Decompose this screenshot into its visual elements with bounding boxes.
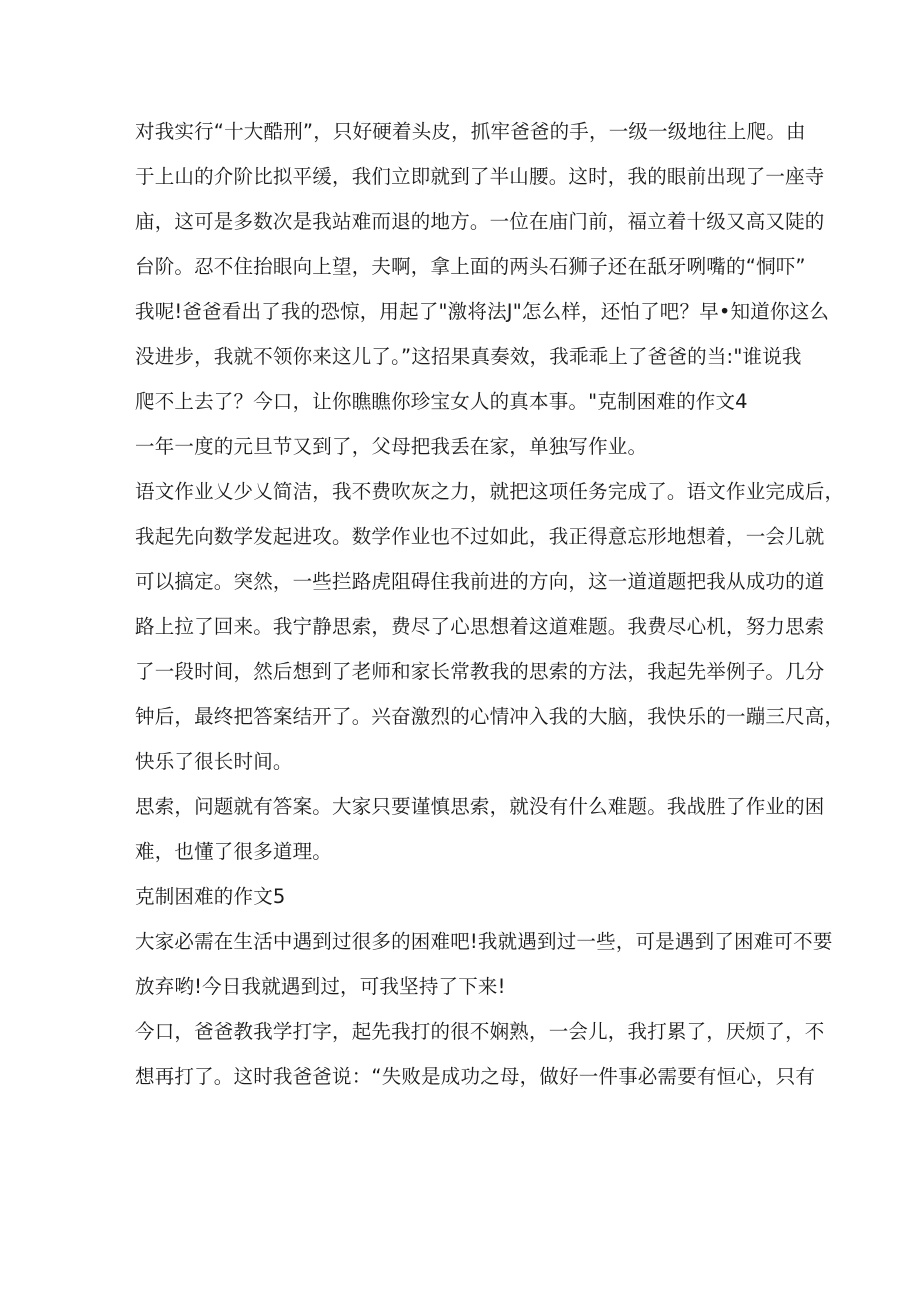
text-line: 难，也懂了很多道理。 [135, 840, 333, 863]
text-line: 放弃哟!今日我就遇到过，可我坚持了下来! [135, 975, 506, 998]
text-line: 我起先向数学发起进攻。数学作业也不过如此，我正得意忘形地想着，一会儿就 [135, 525, 825, 548]
text-line: 想再打了。这时我爸爸说：“失败是成功之母，做好一件事必需要有恒心，只有 [135, 1065, 816, 1088]
text-line: 对我实行“十大酷刑”，只好硬着头皮，抓牢爸爸的手，一级一级地往上爬。由 [135, 120, 806, 143]
text-line: 了一段时间，然后想到了老师和家长常教我的思索的方法，我起先举例子。几分 [135, 660, 825, 683]
text-line: 爬不上去了？今口，让你瞧瞧你珍宝女人的真本事。"克制困难的作文4 [135, 390, 748, 413]
text-line: 大家必需在生活中遇到过很多的困难吧!我就遇到过一些，可是遇到了困难可不要 [135, 930, 833, 953]
text-line: 今口，爸爸教我学打字，起先我打的很不娴熟，一会儿，我打累了，厌烦了，不 [135, 1020, 825, 1043]
text-line: 钟后，最终把答案结开了。兴奋激烈的心情冲入我的大脑，我快乐的一蹦三尺高， [135, 705, 845, 728]
text-line: 没进步，我就不领你来这儿了。”这招果真奏效，我乖乖上了爸爸的当:"谁说我 [135, 345, 802, 368]
text-line: 一年一度的元旦节又到了，父母把我丢在家，单独写作业。 [135, 435, 648, 458]
text-line: 快乐了很长时间。 [135, 750, 293, 773]
text-line: 可以搞定。突然，一些拦路虎阻碍住我前进的方向，这一道道题把我从成功的道 [135, 570, 825, 593]
text-line: 路上拉了回来。我宁静思索，费尽了心思想着这道难题。我费尽心机，努力思索 [135, 615, 825, 638]
text-line: 我呢!爸爸看出了我的恐惊，用起了"激将法J"怎么样，还怕了吧？早•知道你这么 [135, 300, 830, 323]
section-heading: 克制困难的作文5 [135, 885, 286, 908]
text-line: 思索，问题就有答案。大家只要谨慎思索，就没有什么难题。我战胜了作业的困 [135, 795, 825, 818]
text-line: 庙，这可是多数次是我站难而退的地方。一位在庙门前，福立着十级又高又陡的 [135, 210, 825, 233]
text-line: 于上山的介阶比拟平缓，我们立即就到了半山腰。这时，我的眼前出现了一座寺 [135, 165, 825, 188]
text-line: 台阶。忍不住抬眼向上望，夫啊，拿上面的两头石狮子还在舐牙咧嘴的“恫吓” [135, 255, 806, 278]
text-line: 语文作业乂少乂简洁，我不费吹灰之力，就把这项任务完成了。语文作业完成后， [135, 480, 845, 503]
